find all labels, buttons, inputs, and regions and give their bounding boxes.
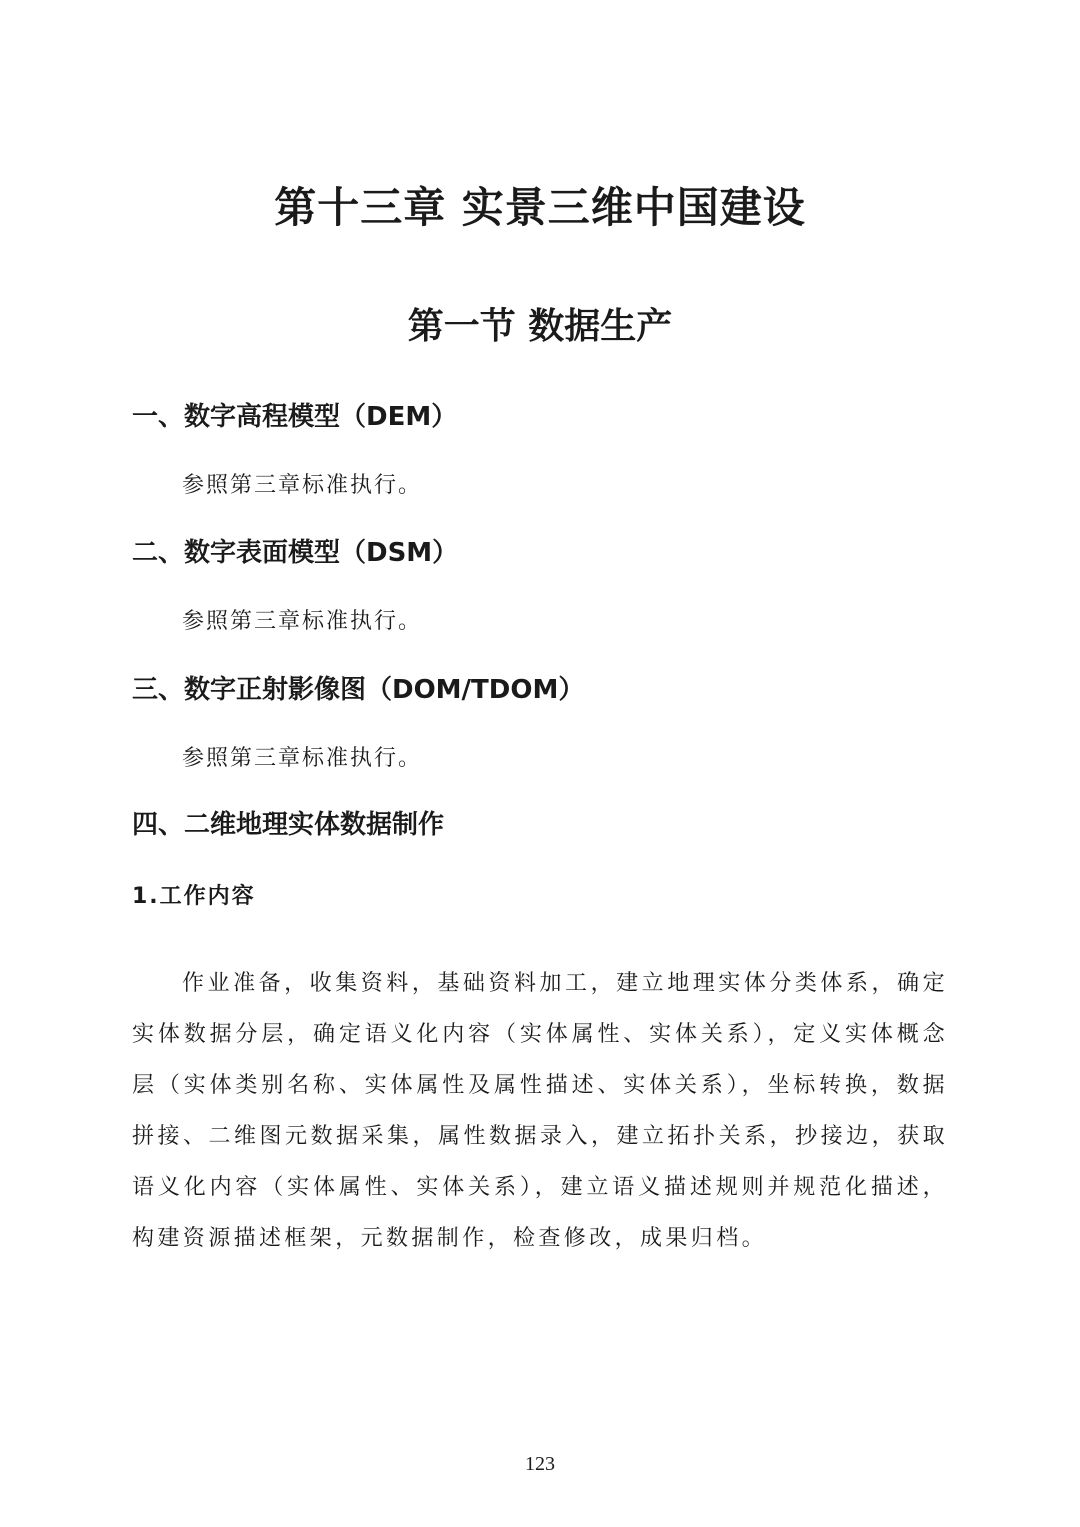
body-text-dsm: 参照第三章标准执行。 (182, 609, 423, 634)
chapter-title: 第十三章 实景三维中国建设 (274, 183, 806, 232)
section-title: 第一节 数据生产 (407, 306, 673, 347)
page-number: 123 (525, 1453, 555, 1475)
heading-dem: 一、数字高程模型（DEM） (132, 402, 458, 432)
body-text-dem: 参照第三章标准执行。 (182, 473, 423, 498)
subheading-work-content: 1.工作内容 (132, 884, 256, 909)
heading-dsm: 二、数字表面模型（DSM） (132, 538, 459, 568)
work-content-paragraph: 作业准备，收集资料，基础资料加工，建立地理实体分类体系，确定实体数据分层，确定语义化内容（实体属性、实体关系），定义实体概念层（实体类别名称、实体属性及属性描述、实体关系），坐标转换，数据拼接、二维图元数据采集，属性数据录入，建立拓扑关系，抄接边，获取语义化内容（实体属性、实体关系），建立语义描述规则并规范化描述，构建资源描述框架，元数据制作，检查修改，成果归档。 (132, 971, 948, 1251)
heading-2d-entity: 四、二维地理实体数据制作 (132, 810, 445, 840)
heading-dom: 三、数字正射影像图（DOM/TDOM） (132, 675, 585, 705)
body-text-dom: 参照第三章标准执行。 (182, 746, 423, 771)
